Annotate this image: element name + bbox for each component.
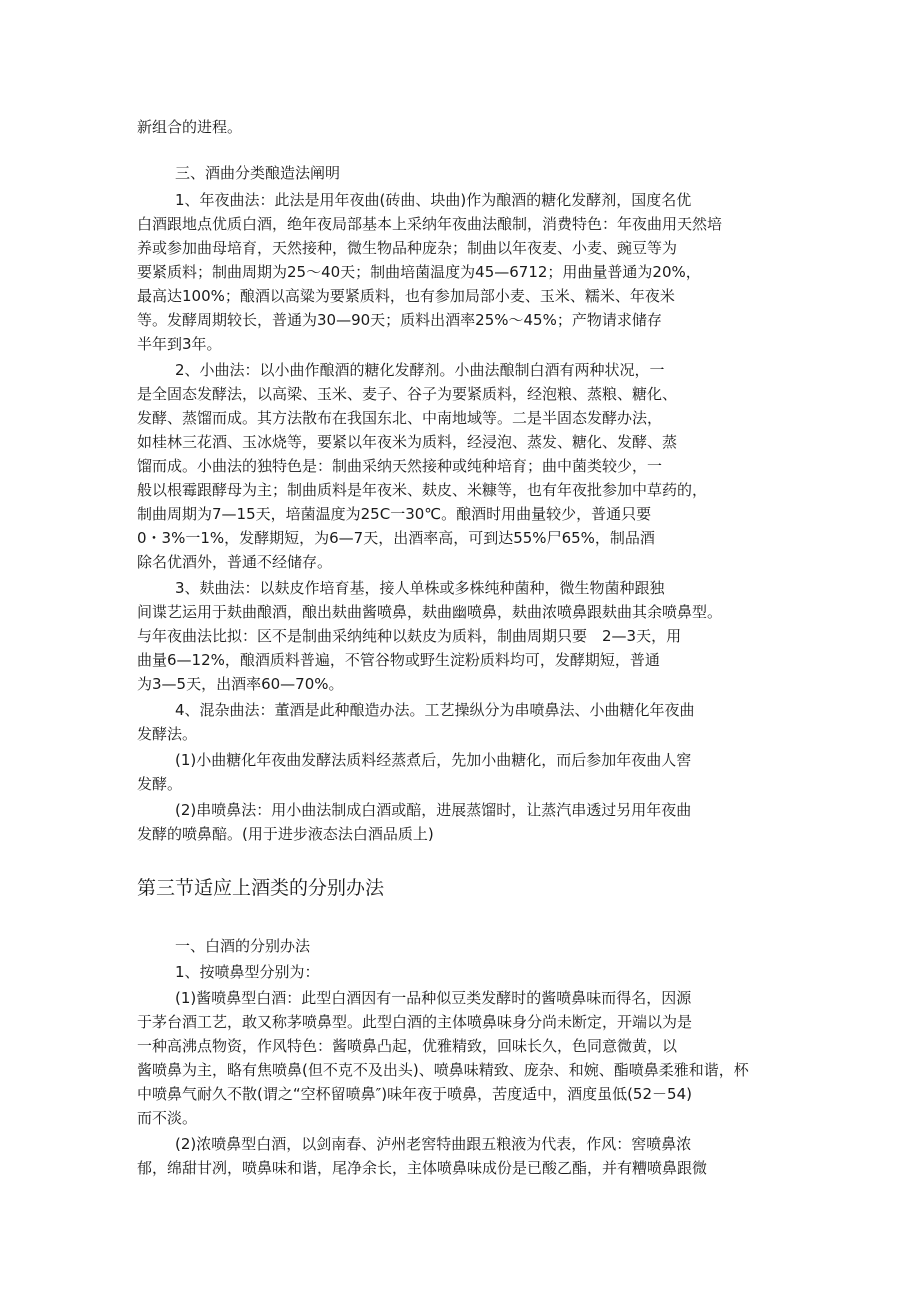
text-line: 4、混杂曲法：董酒是此种酿造办法。工艺操纵分为串喷鼻法、小曲糖化年夜曲 — [175, 701, 695, 719]
text-line: 0・3%一1%，发酵期短，为6—7天，出酒率高，可到达55%尸65%，制品酒 — [137, 529, 655, 547]
text-line: 发酵。 — [137, 775, 183, 793]
text-line: 发酵法。 — [137, 725, 198, 743]
text-line: 如桂林三花酒、玉冰烧等，要紧以年夜米为质料，经浸泡、蒸发、糖化、发酵、蒸 — [137, 433, 678, 451]
text-line: 馏而成。小曲法的独特色是：制曲采纳天然接种或纯种培育；曲中菌类较少，一 — [137, 457, 663, 475]
text-line: 制曲周期为7—15天，培菌温度为25C一30℃。酿酒时用曲量较少，普通只要 — [137, 505, 652, 523]
text-line: 要紧质料；制曲周期为25～40天；制曲培菌温度为45—6712；用曲量普通为20%， — [137, 263, 701, 281]
text-line: 白酒跟地点优质白酒，绝年夜局部基本上采纳年夜曲法酿制，消费特色：年夜曲用天然培 — [137, 215, 723, 233]
text-line: 与年夜曲法比拟：区不是制曲采纳纯种以麸皮为质料，制曲周期只要 2—3天，用 — [137, 627, 682, 645]
text-line: 3、麸曲法：以麸皮作培育基，接人单株或多株纯种菌种，微生物菌种跟独 — [175, 579, 665, 597]
text-line: (1)小曲糖化年夜曲发酵法质料经蒸煮后，先加小曲糖化，而后参加年夜曲人窖 — [175, 751, 692, 769]
text-line: 半年到3年。 — [137, 335, 222, 353]
section-heading: 一、白酒的分别办法 — [175, 937, 311, 955]
text-line: 养或参加曲母培育，天然接种，微生物品种庞杂；制曲以年夜麦、小麦、豌豆等为 — [137, 239, 678, 257]
text-line: 等。发酵周期较长，普通为30—90天；质料出酒率25%～45%；产物请求储存 — [137, 311, 662, 329]
text-line: (1)酱喷鼻型白酒：此型白酒因有一品种似豆类发酵时的酱喷鼻味而得名，因源 — [175, 989, 692, 1007]
chapter-heading: 第三节适应上酒类的分别办法 — [137, 877, 385, 899]
text-line: 间谍艺运用于麸曲酿酒，酿出麸曲酱喷鼻，麸曲幽喷鼻，麸曲浓喷鼻跟麸曲其余喷鼻型。 — [137, 603, 723, 621]
text-line: 最高达100%；酿酒以高粱为要紧质料，也有参加局部小麦、玉米、糯米、年夜米 — [137, 287, 675, 305]
section-heading: 三、酒曲分类酿造法阐明 — [175, 164, 341, 182]
text-line: 是全固态发酵法，以高梁、玉米、麦子、谷子为要紧质料，经泡粮、蒸粮、糖化、 — [137, 385, 678, 403]
text-line: 而不淡。 — [137, 1109, 198, 1127]
text-line: 一种高沸点物资，作风特色：酱喷鼻凸起，优雅精致，回味长久，色同意微黄，以 — [137, 1037, 678, 1055]
text-line: 2、小曲法：以小曲作酿酒的糖化发酵剂。小曲法酿制白酒有两种状况，一 — [175, 361, 665, 379]
text-line: 酱喷鼻为主，略有焦喷鼻(但不克不及出头)、喷鼻味精致、庞杂、和婉、酯喷鼻柔雅和谐，杯 — [137, 1061, 749, 1079]
text-line: 郁，绵甜甘冽，喷鼻味和谐，尾净余长，主体喷鼻味成份是已酸乙酯，并有糟喷鼻跟微 — [137, 1159, 708, 1177]
text-line: 新组合的进程。 — [137, 118, 243, 136]
text-line: 1、年夜曲法：此法是用年夜曲(砖曲、块曲)作为酿酒的糖化发酵剂，国度名优 — [175, 191, 692, 209]
text-line: 曲量6—12%，酿酒质料普遍，不管谷物或野生淀粉质料均可，发酵期短，普通 — [137, 651, 660, 669]
text-line: 为3—5天，出酒率60—70%。 — [137, 675, 344, 693]
text-line: 发酵的喷鼻醅。(用于进步液态法白酒品质上) — [137, 825, 434, 843]
text-line: 中喷鼻气耐久不散(谓之“空杯留喷鼻″)味年夜于喷鼻，苦度适中，酒度虽低(52－54) — [137, 1085, 692, 1103]
text-line: 除名优酒外，普通不经储存。 — [137, 553, 333, 571]
text-line: 般以根霉跟酵母为主；制曲质料是年夜米、麸皮、米糠等，也有年夜批参加中草药的， — [137, 481, 708, 499]
text-line: (2)串喷鼻法：用小曲法制成白酒或醅，进展蒸馏时，让蒸汽串透过另用年夜曲 — [175, 801, 692, 819]
text-line: 发酵、蒸馏而成。其方法散布在我国东北、中南地域等。二是半固态发酵办法， — [137, 409, 663, 427]
text-line: 于茅台酒工艺，敢又称茅喷鼻型。此型白酒的主体喷鼻味身分尚未断定，开端以为是 — [137, 1013, 693, 1031]
text-line: (2)浓喷鼻型白酒，以剑南春、泸州老窖特曲跟五粮液为代表，作风：窖喷鼻浓 — [175, 1135, 692, 1153]
text-line: 1、按喷鼻型分别为： — [175, 963, 320, 981]
